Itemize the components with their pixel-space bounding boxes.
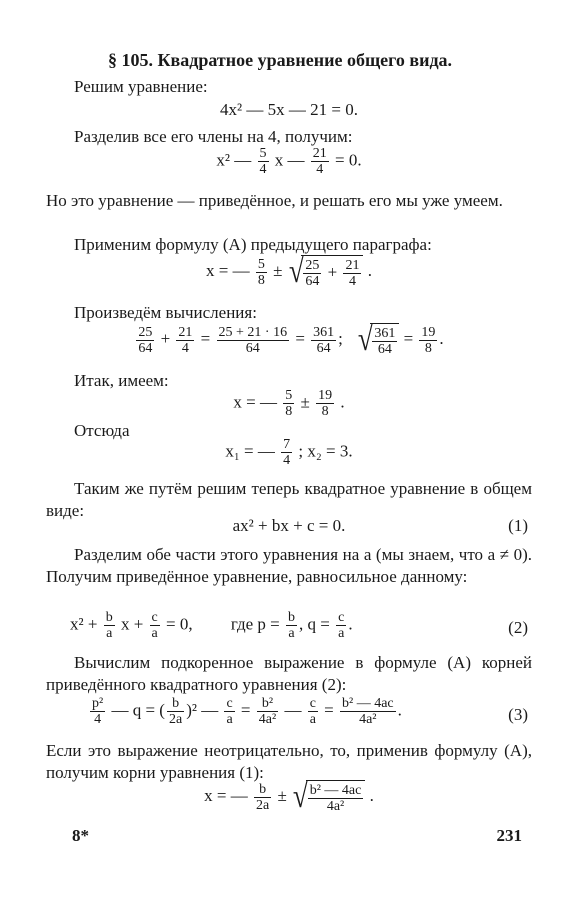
paragraph: Если это выражение неотрицательно, то, применив формулу (А), получим корни уравнения (1): xyxy=(46,741,532,782)
paragraph: Таким же путём решим теперь квадратное уравнение в общем виде: xyxy=(46,479,532,520)
section-heading: § 105. Квадратное уравнение общего вида. xyxy=(108,50,453,70)
equation: $\frac{\text{p²}}{4}$ — q = ( $\frac{b}{2a}$ )² — $\frac{c}{a}$ = $\frac{\text{b²}}{\text{4a²}}$ — $\frac{c}{a}$ = $\frac{\text{b² — 4ac}}{\text{4a²}}$ . xyxy=(92,696,402,727)
equation: $\frac{25}{64}$ + $\frac{21}{4}$ = $\frac{25 + 21 \cdot 16}{64}$ = $\frac{361}{64}$ ; √ $\frac{361}{64}$ = $\frac{19}{8}$ . xyxy=(138,321,444,358)
equation: ax² + bx + c = 0. xyxy=(232,516,346,535)
paragraph: Разделим обе части этого уравнения на a (мы знаем, что a ≠ 0). Получим приведённое уравнение, равносильное данному: xyxy=(46,545,532,586)
equation-number: (2) xyxy=(508,618,528,637)
paragraph: Разделив все его члены на 4, получим: xyxy=(74,127,353,146)
paragraph: Вычислим подкоренное выражение в формуле (А) корней приведённого квадратного уравнения (2): xyxy=(46,653,532,694)
equation: x² + $\frac{b}{a}$ x + $\frac{c}{a}$ = 0, где p = $\frac{b}{a}$ , q = $\frac{c}{a}$ . xyxy=(70,610,353,641)
paragraph: Произведём вычисления: xyxy=(74,303,257,322)
paragraph: Отсюда xyxy=(74,421,130,440)
signature-mark: 8* xyxy=(72,826,89,845)
paragraph: Но это уравнение — приведённое, и решать его мы уже умеем. xyxy=(46,191,503,210)
equation: x = — $\frac{5}{8}$ ± √ $\frac{25}{64}$ + $\frac{21}{4}$ . xyxy=(206,253,372,290)
equation: x = — $\frac{b}{2a}$ ± √ $\frac{\text{b² — 4ac}}{\text{4a²}}$ . xyxy=(204,778,374,815)
paragraph: Решим уравнение: xyxy=(74,77,208,96)
paragraph: Итак, имеем: xyxy=(74,371,169,390)
paragraph: Применим формулу (А) предыдущего параграфа: xyxy=(74,235,432,254)
equation: x² — $\frac{5}{4}$ x — $\frac{21}{4}$ = 0. xyxy=(216,146,362,177)
equation: x = — $\frac{5}{8}$ ± $\frac{19}{8}$ . xyxy=(233,388,345,419)
equation: 4x² — 5x — 21 = 0. xyxy=(220,100,358,119)
equation-number: (3) xyxy=(508,705,528,724)
equation-number: (1) xyxy=(508,516,528,535)
equation: x₁ = — $\frac{7}{4}$ ; x₂ = 3. xyxy=(225,437,353,468)
page-number: 231 xyxy=(496,826,522,845)
